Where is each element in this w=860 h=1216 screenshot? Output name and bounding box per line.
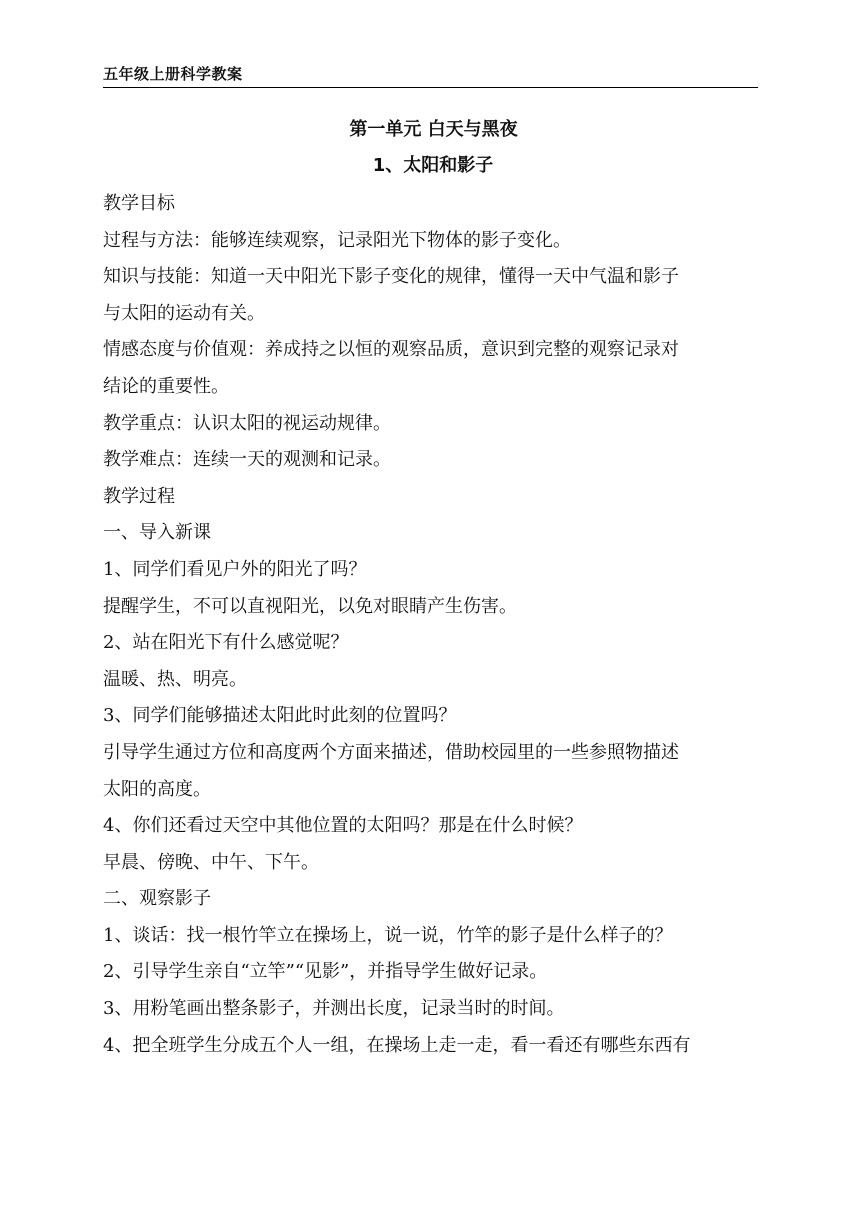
text-line: 二、观察影子 (103, 888, 211, 910)
text-line: 知识与技能：知道一天中阳光下影子变化的规律，懂得一天中气温和影子 (103, 266, 679, 288)
text-line: 提醒学生，不可以直视阳光，以免对眼睛产生伤害。 (103, 595, 517, 617)
text-line: 早晨、傍晚、中午、下午。 (103, 851, 319, 873)
text-line: 结论的重要性。 (103, 375, 229, 397)
page-header (103, 60, 758, 88)
text-line: 1、同学们看见户外的阳光了吗？ (103, 558, 367, 580)
text-line: 2、引导学生亲自“立竿”“见影”，并指导学生做好记录。 (103, 961, 548, 983)
document-body (103, 112, 763, 1064)
text-line: 与太阳的运动有关。 (103, 302, 265, 324)
text-line: 太阳的高度。 (103, 778, 211, 800)
text-line: 2、站在阳光下有什么感觉呢？ (103, 632, 349, 654)
text-line: 教学目标 (103, 193, 175, 214)
text-line: 3、同学们能够描述太阳此时此刻的位置吗？ (103, 705, 457, 727)
text-line: 1、谈话：找一根竹竿立在操场上，说一说，竹竿的影子是什么样子的？ (103, 924, 673, 946)
text-line: 3、用粉笔画出整条影子，并测出长度，记录当时的时间。 (103, 998, 565, 1020)
text-line: 教学过程 (103, 485, 175, 507)
text-line: 教学重点：认识太阳的视运动规律。 (103, 412, 391, 434)
lesson-title: 1、太阳和影子 (372, 155, 494, 176)
unit-title: 第一单元 白天与黑夜 (349, 119, 518, 140)
text-line: 情感态度与价值观：养成持之以恒的观察品质，意识到完整的观察记录对 (103, 339, 679, 361)
text-line: 一、导入新课 (103, 522, 211, 544)
text-line: 引导学生通过方位和高度两个方面来描述，借助校园里的一些参照物描述 (103, 741, 679, 763)
text-line: 过程与方法：能够连续观察，记录阳光下物体的影子变化。 (103, 229, 571, 251)
text-line: 4、把全班学生分成五个人一组，在操场上走一走，看一看还有哪些东西有 (103, 1034, 691, 1056)
text-line: 教学难点：连续一天的观测和记录。 (103, 449, 391, 471)
text-line: 温暖、热、明亮。 (103, 668, 247, 690)
text-line: 4、你们还看过天空中其他位置的太阳吗？那是在什么时候？ (103, 815, 583, 837)
header-title: 五年级上册科学教案 (103, 65, 243, 83)
